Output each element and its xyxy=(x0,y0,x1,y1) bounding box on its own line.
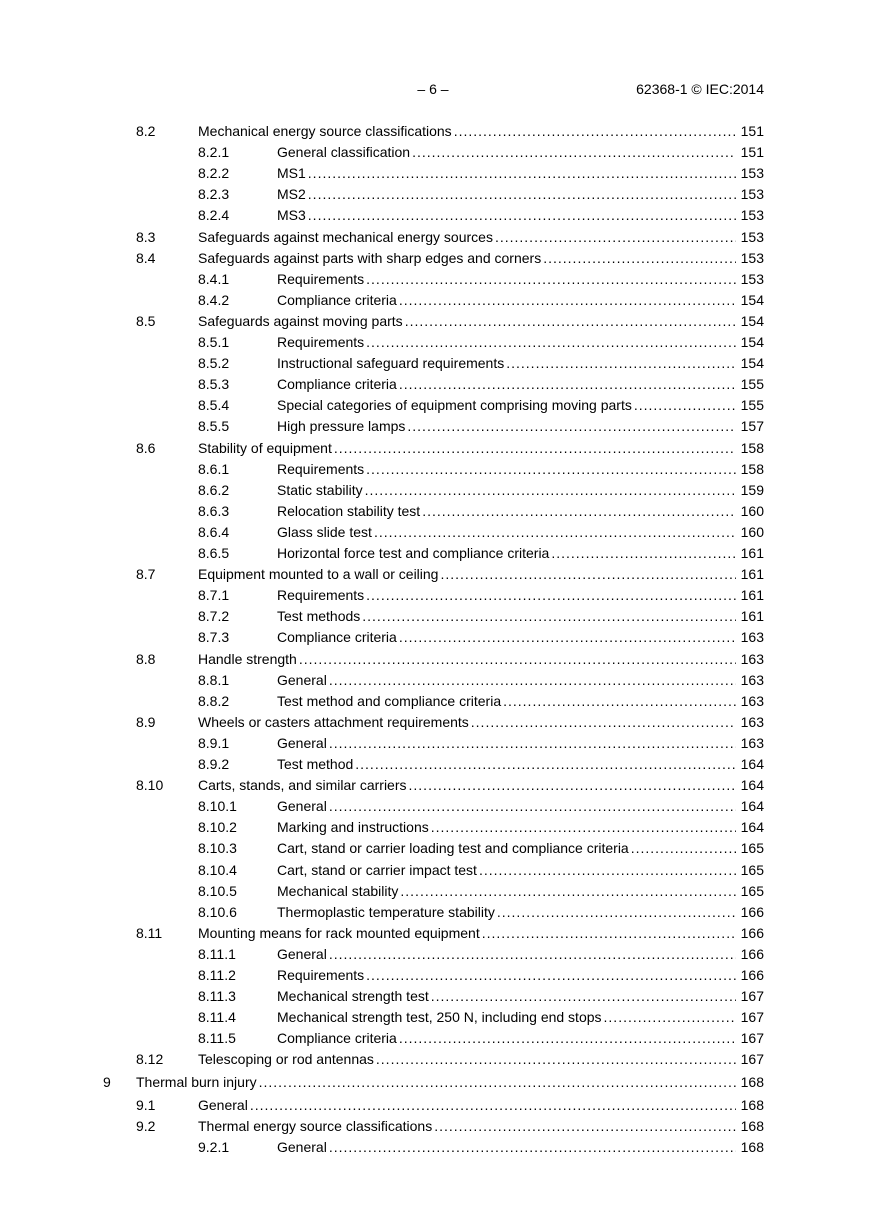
toc-entry-title: Mechanical stability xyxy=(277,882,399,899)
dot-leader xyxy=(400,881,736,902)
toc-entry-line xyxy=(277,353,764,374)
toc-entry-page: 160 xyxy=(740,523,764,540)
toc-entry-title: Mechanical strength test xyxy=(277,988,429,1005)
toc-entry-number: 8.10.1 xyxy=(198,798,237,815)
dot-leader xyxy=(543,248,736,269)
toc-entry-line xyxy=(198,564,764,585)
toc-entry[interactable] xyxy=(0,986,869,1007)
toc-entry[interactable] xyxy=(0,227,869,248)
dot-leader xyxy=(329,670,736,691)
toc-entry-title: Mechanical energy source classifications xyxy=(198,123,452,139)
dot-leader xyxy=(405,311,736,332)
toc-entry[interactable] xyxy=(0,416,869,437)
dot-leader xyxy=(374,522,736,543)
dot-leader xyxy=(366,585,736,606)
toc-entry-number: 8.9 xyxy=(136,713,156,730)
toc-entry-number: 8.10.4 xyxy=(198,861,237,878)
dot-leader xyxy=(308,184,736,205)
toc-entry[interactable] xyxy=(0,1072,869,1093)
dot-leader xyxy=(366,459,736,480)
toc-entry-title: General xyxy=(198,1096,248,1113)
toc-entry-line xyxy=(277,965,764,986)
toc-entry-page: 163 xyxy=(740,692,764,709)
toc-entry-number: 8.6.2 xyxy=(198,481,230,498)
toc-entry-page: 159 xyxy=(740,481,764,498)
toc-entry-page: 154 xyxy=(740,334,764,350)
toc-entry-number: 8.2.1 xyxy=(198,144,230,161)
toc-entry-line xyxy=(198,227,764,248)
dot-leader xyxy=(329,796,736,817)
dot-leader xyxy=(399,1028,736,1049)
toc-entry-page: 167 xyxy=(740,1009,764,1026)
dot-leader xyxy=(604,1007,736,1028)
toc-entry-page: 163 xyxy=(740,713,764,730)
toc-entry-line xyxy=(277,838,764,859)
toc-entry[interactable] xyxy=(0,627,869,648)
dot-leader xyxy=(434,1116,736,1137)
toc-entry-number: 8.7.1 xyxy=(198,587,230,604)
toc-entry-page: 161 xyxy=(740,545,764,561)
toc-entry-line xyxy=(198,775,764,796)
dot-leader xyxy=(399,290,736,311)
toc-entry-page: 168 xyxy=(740,1073,764,1090)
toc-entry-title: Requirements xyxy=(277,270,365,287)
dot-leader xyxy=(497,902,736,923)
dot-leader xyxy=(495,227,736,248)
page-number: – 6 – xyxy=(417,81,449,97)
toc-entry[interactable] xyxy=(0,543,869,564)
toc-entry-number: 8.8.1 xyxy=(198,671,230,688)
toc-entry-line xyxy=(277,1007,764,1028)
toc-entry-number: 8.10.5 xyxy=(198,882,237,899)
toc-entry-page: 154 xyxy=(740,312,764,329)
toc-entry-number: 8.2.2 xyxy=(198,165,230,182)
toc-entry-line xyxy=(198,121,764,142)
toc-entry[interactable] xyxy=(0,438,869,459)
toc-entry-line xyxy=(277,416,764,437)
toc-entry-page: 153 xyxy=(740,186,764,203)
toc-entry-page: 153 xyxy=(740,165,764,182)
toc-entry-title: Requirements xyxy=(277,587,365,604)
toc-entry[interactable] xyxy=(0,733,869,754)
dot-leader xyxy=(365,480,736,501)
toc-entry-page: 155 xyxy=(740,397,764,414)
toc-entry[interactable] xyxy=(0,1116,869,1137)
dot-leader xyxy=(355,754,736,775)
toc-entry-number: 8.11 xyxy=(136,924,163,941)
toc-entry-title: Wheels or casters attachment requirements xyxy=(198,713,469,730)
toc-entry[interactable] xyxy=(0,691,869,712)
toc-entry[interactable] xyxy=(0,184,869,205)
dot-leader xyxy=(634,395,736,416)
toc-entry-page: 158 xyxy=(740,439,764,456)
toc-entry-title: MS1 xyxy=(277,165,306,182)
toc-entry-title: Thermal energy source classifications xyxy=(198,1117,433,1134)
toc-entry[interactable] xyxy=(0,248,869,269)
toc-entry-number: 8.6.5 xyxy=(198,545,230,561)
dot-leader xyxy=(440,564,736,585)
dot-leader xyxy=(506,353,736,374)
dot-leader xyxy=(329,733,736,754)
toc-entry-number: 8.11.3 xyxy=(198,988,236,1005)
toc-entry[interactable] xyxy=(0,944,869,965)
toc-entry-number: 8.3 xyxy=(136,228,156,245)
toc-entry-line xyxy=(277,733,764,754)
toc-entry-line xyxy=(277,585,764,606)
toc-entry-line xyxy=(277,754,764,775)
toc-entry-number: 8.7.3 xyxy=(198,629,230,646)
toc-entry-title: Cart, stand or carrier loading test and compliance criteria xyxy=(277,840,629,857)
toc-entry-page: 168 xyxy=(740,1117,764,1134)
toc-entry-page: 163 xyxy=(740,629,764,646)
toc-entry-number: 9.2.1 xyxy=(198,1138,230,1155)
toc-entry-page: 155 xyxy=(740,376,764,393)
toc-entry-line xyxy=(277,522,764,543)
toc-entry[interactable] xyxy=(0,374,869,395)
toc-entry-title: Relocation stability test xyxy=(277,502,421,519)
toc-entry-page: 164 xyxy=(740,819,764,836)
toc-entry-title: General classification xyxy=(277,144,411,161)
toc-entry[interactable] xyxy=(0,860,869,881)
toc-entry[interactable] xyxy=(0,564,869,585)
toc-entry-number: 8.5 xyxy=(136,312,156,329)
toc-entry-page: 166 xyxy=(740,924,764,941)
toc-entry-number: 8.11.5 xyxy=(198,1030,236,1047)
toc-entry-number: 8.9.1 xyxy=(198,734,230,751)
dot-leader xyxy=(551,543,736,564)
toc-entry[interactable] xyxy=(0,817,869,838)
toc-entry-title: Test method and compliance criteria xyxy=(277,692,502,709)
toc-entry-line xyxy=(198,712,764,733)
toc-entry-title: General xyxy=(277,1138,327,1155)
toc-entry-number: 8.9.2 xyxy=(198,756,230,772)
dot-leader xyxy=(334,438,736,459)
document-id: 62368-1 © IEC:2014 xyxy=(636,81,764,97)
toc-entry-number: 8.4.2 xyxy=(198,291,230,308)
toc-entry-line xyxy=(277,944,764,965)
toc-entry-line xyxy=(277,501,764,522)
toc-entry-title: General xyxy=(277,671,327,688)
toc-entry[interactable] xyxy=(0,332,869,353)
toc-entry-title: Special categories of equipment comprising moving parts xyxy=(277,397,632,414)
toc-entry-page: 167 xyxy=(740,988,764,1005)
dot-leader xyxy=(471,712,736,733)
toc-entry[interactable] xyxy=(0,1095,869,1116)
toc-entry[interactable] xyxy=(0,1028,869,1049)
toc-entry[interactable] xyxy=(0,290,869,311)
toc-entry-title: MS3 xyxy=(277,207,306,224)
toc-entry-title: Safeguards against moving parts xyxy=(198,312,403,329)
toc-entry-number: 8.5.2 xyxy=(198,355,230,372)
toc-entry-line xyxy=(198,1116,764,1137)
toc-entry-page: 166 xyxy=(740,967,764,983)
toc-entry-page: 168 xyxy=(740,1138,764,1155)
toc-entry-line xyxy=(198,1095,764,1116)
toc-entry-number: 8.10.3 xyxy=(198,840,237,857)
toc-entry-page: 151 xyxy=(740,123,764,139)
toc-entry-line xyxy=(198,248,764,269)
toc-entry-number: 8.2 xyxy=(136,123,156,139)
toc-entry-page: 151 xyxy=(740,144,764,161)
dot-leader xyxy=(366,332,736,353)
toc-entry[interactable] xyxy=(0,923,869,944)
toc-entry-number: 8.8 xyxy=(136,650,156,667)
toc-entry[interactable] xyxy=(0,796,869,817)
toc-entry-title: Glass slide test xyxy=(277,523,372,540)
dot-leader xyxy=(366,965,736,986)
toc-entry-title: Test methods xyxy=(277,608,361,625)
toc-entry[interactable] xyxy=(0,121,869,142)
toc-entry-number: 8.4 xyxy=(136,249,156,266)
toc-entry-page: 157 xyxy=(740,418,764,435)
toc-entry[interactable] xyxy=(0,712,869,733)
toc-entry-line xyxy=(277,860,764,881)
toc-entry[interactable] xyxy=(0,522,869,543)
toc-entry-page: 153 xyxy=(740,207,764,224)
toc-entry-number: 8.10.2 xyxy=(198,819,237,836)
toc-entry[interactable] xyxy=(0,459,869,480)
toc-entry-line xyxy=(277,881,764,902)
toc-entry-title: Requirements xyxy=(277,334,365,350)
toc-entry-title: Compliance criteria xyxy=(277,1030,397,1047)
toc-entry-title: Mechanical strength test, 250 N, including end stops xyxy=(277,1009,602,1026)
toc-entry-line xyxy=(277,670,764,691)
toc-entry[interactable] xyxy=(0,1049,869,1070)
toc-entry[interactable] xyxy=(0,670,869,691)
toc-entry-number: 8.5.3 xyxy=(198,376,230,393)
toc-entry-number: 8.6.1 xyxy=(198,460,230,477)
toc-entry-title: Mounting means for rack mounted equipment xyxy=(198,924,480,941)
toc-entry-page: 164 xyxy=(740,798,764,815)
toc-entry-line xyxy=(277,1137,764,1158)
toc-entry[interactable] xyxy=(0,205,869,226)
toc-entry-line xyxy=(277,395,764,416)
toc-entry-line xyxy=(198,923,764,944)
toc-entry-page: 163 xyxy=(740,671,764,688)
dot-leader xyxy=(631,838,736,859)
toc-entry-title: High pressure lamps xyxy=(277,418,406,435)
toc-entry-page: 164 xyxy=(740,777,764,794)
toc-entry[interactable] xyxy=(0,353,869,374)
toc-entry-page: 163 xyxy=(740,734,764,751)
page-header xyxy=(0,81,869,101)
toc-entry-line xyxy=(277,269,764,290)
toc-entry-number: 8.12 xyxy=(136,1051,164,1068)
toc-entry-line xyxy=(277,817,764,838)
toc-entry-title: MS2 xyxy=(277,186,306,203)
toc-entry[interactable] xyxy=(0,838,869,859)
toc-entry-title: Marking and instructions xyxy=(277,819,429,836)
toc-entry[interactable] xyxy=(0,585,869,606)
dot-leader xyxy=(366,269,736,290)
toc-entry-title: Compliance criteria xyxy=(277,376,397,393)
dot-leader xyxy=(308,163,736,184)
toc-entry-page: 161 xyxy=(740,587,764,604)
dot-leader xyxy=(308,205,736,226)
toc-entry-page: 154 xyxy=(740,355,764,372)
toc-entry-page: 165 xyxy=(740,840,764,857)
toc-entry-line xyxy=(198,1049,764,1070)
toc-entry-line xyxy=(277,796,764,817)
dot-leader xyxy=(376,1049,736,1070)
toc-entry-page: 158 xyxy=(740,460,764,477)
toc-entry-line xyxy=(136,1072,764,1093)
toc-entry-line xyxy=(277,627,764,648)
toc-entry[interactable] xyxy=(0,881,869,902)
toc-entry[interactable] xyxy=(0,775,869,796)
toc-entry-page: 160 xyxy=(740,502,764,519)
toc-entry-number: 8.11.1 xyxy=(198,945,236,962)
toc-entry-page: 167 xyxy=(740,1051,764,1068)
dot-leader xyxy=(409,775,736,796)
toc-entry-line xyxy=(198,649,764,670)
toc-entry-number: 8.10 xyxy=(136,777,164,794)
toc-entry-number: 8.5.4 xyxy=(198,397,230,414)
dot-leader xyxy=(329,944,736,965)
toc-entry-number: 8.8.2 xyxy=(198,692,230,709)
toc-entry-title: Carts, stands, and similar carriers xyxy=(198,777,407,794)
dot-leader xyxy=(431,986,736,1007)
toc-entry-number: 8.11.2 xyxy=(198,967,236,983)
toc-entry-number: 8.2.3 xyxy=(198,186,230,203)
toc-entry-page: 165 xyxy=(740,882,764,899)
toc-entry[interactable] xyxy=(0,142,869,163)
toc-entry-title: Test method xyxy=(277,756,354,772)
toc-entry-line xyxy=(277,480,764,501)
dot-leader xyxy=(250,1095,736,1116)
toc-entry[interactable] xyxy=(0,606,869,627)
toc-entry-page: 164 xyxy=(740,756,764,772)
toc-entry-number: 8.5.5 xyxy=(198,418,230,435)
toc-entry[interactable] xyxy=(0,965,869,986)
toc-entry[interactable] xyxy=(0,311,869,332)
toc-entry-line xyxy=(277,205,764,226)
toc-entry-page: 166 xyxy=(740,903,764,920)
toc-entry-line xyxy=(277,163,764,184)
toc-entry[interactable] xyxy=(0,902,869,923)
toc-entry-title: Telescoping or rod antennas xyxy=(198,1051,374,1068)
toc-entry-line xyxy=(277,374,764,395)
toc-entry-number: 8.5.1 xyxy=(198,334,230,350)
toc-entry-number: 9.2 xyxy=(136,1117,156,1134)
toc-entry-line xyxy=(277,184,764,205)
dot-leader xyxy=(299,649,736,670)
toc-entry-line xyxy=(277,691,764,712)
dot-leader xyxy=(399,374,736,395)
toc-entry-page: 163 xyxy=(740,650,764,667)
toc-entry-page: 154 xyxy=(740,291,764,308)
toc-entry-number: 9 xyxy=(103,1073,111,1090)
toc-entry-page: 165 xyxy=(740,861,764,878)
toc-entry-page: 161 xyxy=(740,608,764,625)
toc-entry-title: Compliance criteria xyxy=(277,291,397,308)
toc-entry-title: Requirements xyxy=(277,967,365,983)
toc-entry-line xyxy=(277,902,764,923)
dot-leader xyxy=(362,606,736,627)
toc-entry-number: 8.6 xyxy=(136,439,156,456)
toc-entry[interactable] xyxy=(0,501,869,522)
toc-entry-line xyxy=(277,142,764,163)
toc-entry[interactable] xyxy=(0,163,869,184)
toc-entry-title: General xyxy=(277,945,327,962)
dot-leader xyxy=(259,1072,736,1093)
toc-entry-title: Handle strength xyxy=(198,650,297,667)
toc-entry-page: 168 xyxy=(740,1096,764,1113)
toc-entry-number: 8.7.2 xyxy=(198,608,230,625)
toc-entry[interactable] xyxy=(0,1137,869,1158)
toc-entry-line xyxy=(277,1028,764,1049)
toc-entry[interactable] xyxy=(0,649,869,670)
toc-entry-page: 167 xyxy=(740,1030,764,1047)
toc-entry[interactable] xyxy=(0,1007,869,1028)
dot-leader xyxy=(482,923,736,944)
dot-leader xyxy=(422,501,736,522)
dot-leader xyxy=(431,817,736,838)
toc-entry-page: 166 xyxy=(740,945,764,962)
toc-entry-title: General xyxy=(277,734,327,751)
toc-entry-line xyxy=(198,438,764,459)
toc-entry-number: 8.6.3 xyxy=(198,502,230,519)
dot-leader xyxy=(329,1137,736,1158)
toc-entry-line xyxy=(277,543,764,564)
toc-entry-title: Safeguards against mechanical energy sources xyxy=(198,228,493,245)
toc-entry-number: 9.1 xyxy=(136,1096,156,1113)
toc-entry-title: Stability of equipment xyxy=(198,439,332,456)
dot-leader xyxy=(503,691,736,712)
toc-entry-title: Static stability xyxy=(277,481,363,498)
toc-entry-number: 8.10.6 xyxy=(198,903,237,920)
dot-leader xyxy=(412,142,736,163)
toc-entry-line xyxy=(277,606,764,627)
dot-leader xyxy=(479,860,736,881)
toc-entry-title: Thermoplastic temperature stability xyxy=(277,903,495,920)
toc-entry-line xyxy=(277,290,764,311)
toc-entry[interactable] xyxy=(0,395,869,416)
toc-entry-page: 153 xyxy=(740,270,764,287)
toc-entry-number: 8.6.4 xyxy=(198,523,230,540)
toc-entry-number: 8.11.4 xyxy=(198,1009,236,1026)
toc-entry[interactable] xyxy=(0,754,869,775)
toc-entry-page: 161 xyxy=(740,566,764,583)
toc-entry-title: General xyxy=(277,798,327,815)
toc-entry-page: 153 xyxy=(740,228,764,245)
dot-leader xyxy=(407,416,736,437)
toc-entry-number: 8.7 xyxy=(136,566,156,583)
toc-entry[interactable] xyxy=(0,480,869,501)
toc-entry-line xyxy=(198,311,764,332)
toc-entry-title: Requirements xyxy=(277,460,365,477)
toc-entry-title: Thermal burn injury xyxy=(136,1073,257,1090)
dot-leader xyxy=(454,121,736,142)
toc-entry-title: Safeguards against parts with sharp edges and corners xyxy=(198,249,542,266)
toc-entry-line xyxy=(277,332,764,353)
toc-entry[interactable] xyxy=(0,269,869,290)
toc-entry-title: Cart, stand or carrier impact test xyxy=(277,861,477,878)
toc-entry-page: 153 xyxy=(740,249,764,266)
toc-entry-title: Instructional safeguard requirements xyxy=(277,355,505,372)
toc-entry-title: Equipment mounted to a wall or ceiling xyxy=(198,566,439,583)
toc-entry-line xyxy=(277,459,764,480)
toc-entry-title: Compliance criteria xyxy=(277,629,397,646)
toc-entry-number: 8.2.4 xyxy=(198,207,230,224)
dot-leader xyxy=(399,627,736,648)
toc-entry-line xyxy=(277,986,764,1007)
toc-entry-title: Horizontal force test and compliance criteria xyxy=(277,545,550,561)
toc-entry-number: 8.4.1 xyxy=(198,270,230,287)
